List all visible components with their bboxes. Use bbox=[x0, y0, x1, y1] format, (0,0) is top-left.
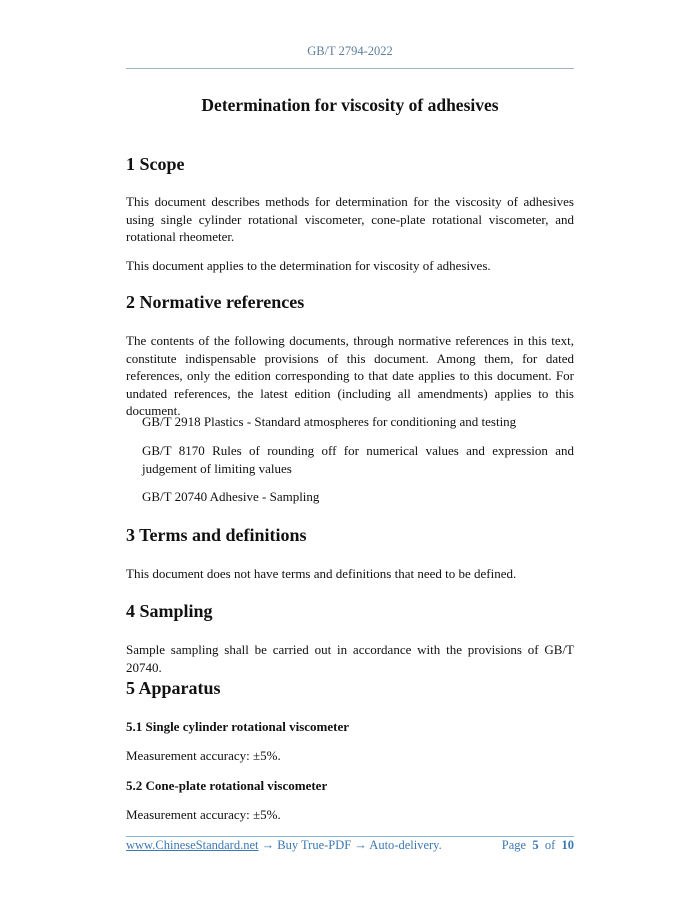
subsection-5-2-text: Measurement accuracy: ±5%. bbox=[126, 807, 281, 822]
reference-item: GB/T 20740 Adhesive - Sampling bbox=[142, 489, 320, 504]
footer-divider bbox=[126, 836, 574, 837]
section-heading-apparatus: 5 Apparatus bbox=[126, 678, 221, 698]
page-indicator bbox=[502, 838, 574, 853]
subsection-heading-5-2: 5.2 Cone-plate rotational viscometer bbox=[126, 778, 328, 793]
footer-promo-text: → Buy True-PDF → Auto-delivery. bbox=[258, 838, 442, 852]
scope-paragraph-1: This document describes methods for determination for the viscosity of adhesives using single cylinder rotational viscometer, cone-plate rotational viscometer, and rotational rheometer. bbox=[126, 194, 574, 244]
page-title: Determination for viscosity of adhesives bbox=[201, 95, 499, 115]
page-label: Page bbox=[501, 838, 527, 852]
terms-paragraph: This document does not have terms and definitions that need to be defined. bbox=[126, 566, 517, 581]
subsection-5-1-text: Measurement accuracy: ±5%. bbox=[126, 748, 281, 763]
sampling-paragraph: Sample sampling shall be carried out in accordance with the provisions of GB/T 20740. bbox=[126, 642, 574, 675]
reference-item: GB/T 8170 Rules of rounding off for numerical values and expression and judgement of limiting values bbox=[142, 443, 574, 476]
header-divider bbox=[126, 68, 574, 69]
normative-paragraph: The contents of the following documents, through normative references in this text, constitute indispensable provisions of this document. Among them, for dated references, only the edition corresponding to that date applies to this document. For undated references, the latest edition (including all amendments) applies to this document. bbox=[126, 333, 574, 418]
website-link[interactable]: www.ChineseStandard.net bbox=[126, 838, 259, 852]
page-number: 5 bbox=[532, 838, 539, 852]
section-heading-sampling: 4 Sampling bbox=[126, 601, 213, 621]
reference-item: GB/T 2918 Plastics - Standard atmospheres for conditioning and testing bbox=[142, 414, 517, 429]
section-heading-normative: 2 Normative references bbox=[126, 292, 305, 312]
subsection-heading-5-1: 5.1 Single cylinder rotational viscometer bbox=[126, 719, 350, 734]
footer bbox=[126, 838, 574, 853]
footer-promo bbox=[126, 838, 442, 853]
scope-paragraph-2: This document applies to the determination for viscosity of adhesives. bbox=[126, 258, 491, 273]
page-total: 10 bbox=[561, 838, 574, 852]
header-doc-id: GB/T 2794-2022 bbox=[307, 44, 393, 58]
section-heading-terms: 3 Terms and definitions bbox=[126, 525, 307, 545]
section-heading-scope: 1 Scope bbox=[126, 154, 185, 174]
of-label: of bbox=[544, 838, 556, 852]
